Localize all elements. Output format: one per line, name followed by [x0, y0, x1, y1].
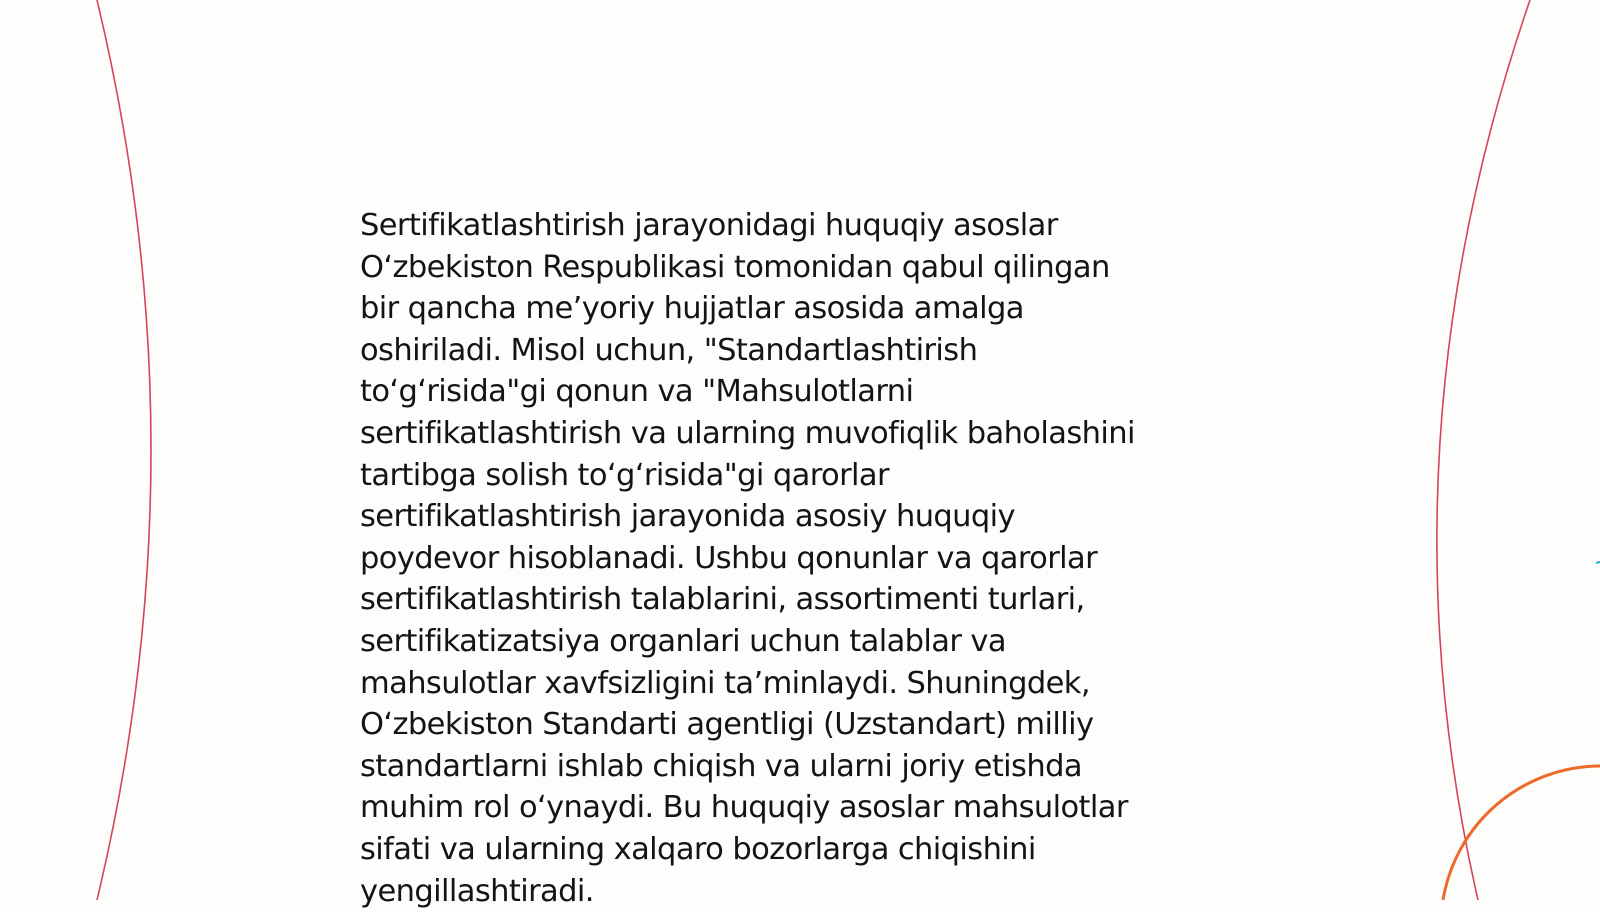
slide-body-text: Sertifikatlashtirish jarayonidagi huquqiy asoslar O‘zbekiston Respublikasi tomonidan qabul qilingan bir qancha me’yoriy hujjatlar asosida amalga oshiriladi. Misol uchun, "Standartlashtirish to‘g‘risida"gi qonun va "Mahsulotlarni sertifikatlashtirish va ularning muvofiqlik baholashini tartibga solish to‘g‘risida"gi qarorlar sertifikatlashtirish jarayonida asosiy huquqiy poydevor hisoblanadi. Ushbu qonunlar va qarorlar sertifikatlashtirish talablarini, assortimenti turlari, sertifikatizatsiya organlari uchun talablar va mahsulotlar xavfsizligini ta’minlaydi. Shuningdek, O‘zbekiston Standarti agentligi (Uzstandart) milliy standartlarni ishlab chiqish va ularni joriy etishda muhim rol o‘ynaydi. Bu huquqiy asoslar mahsulotlar sifati va ularning xalqaro bozorlarga chiqishini yengillashtiradi. — [360, 208, 1135, 909]
left-curved-line — [97, 0, 151, 900]
right-curved-line — [1437, 0, 1530, 900]
orange-arc — [1443, 766, 1600, 900]
blue-tick — [1596, 562, 1600, 563]
